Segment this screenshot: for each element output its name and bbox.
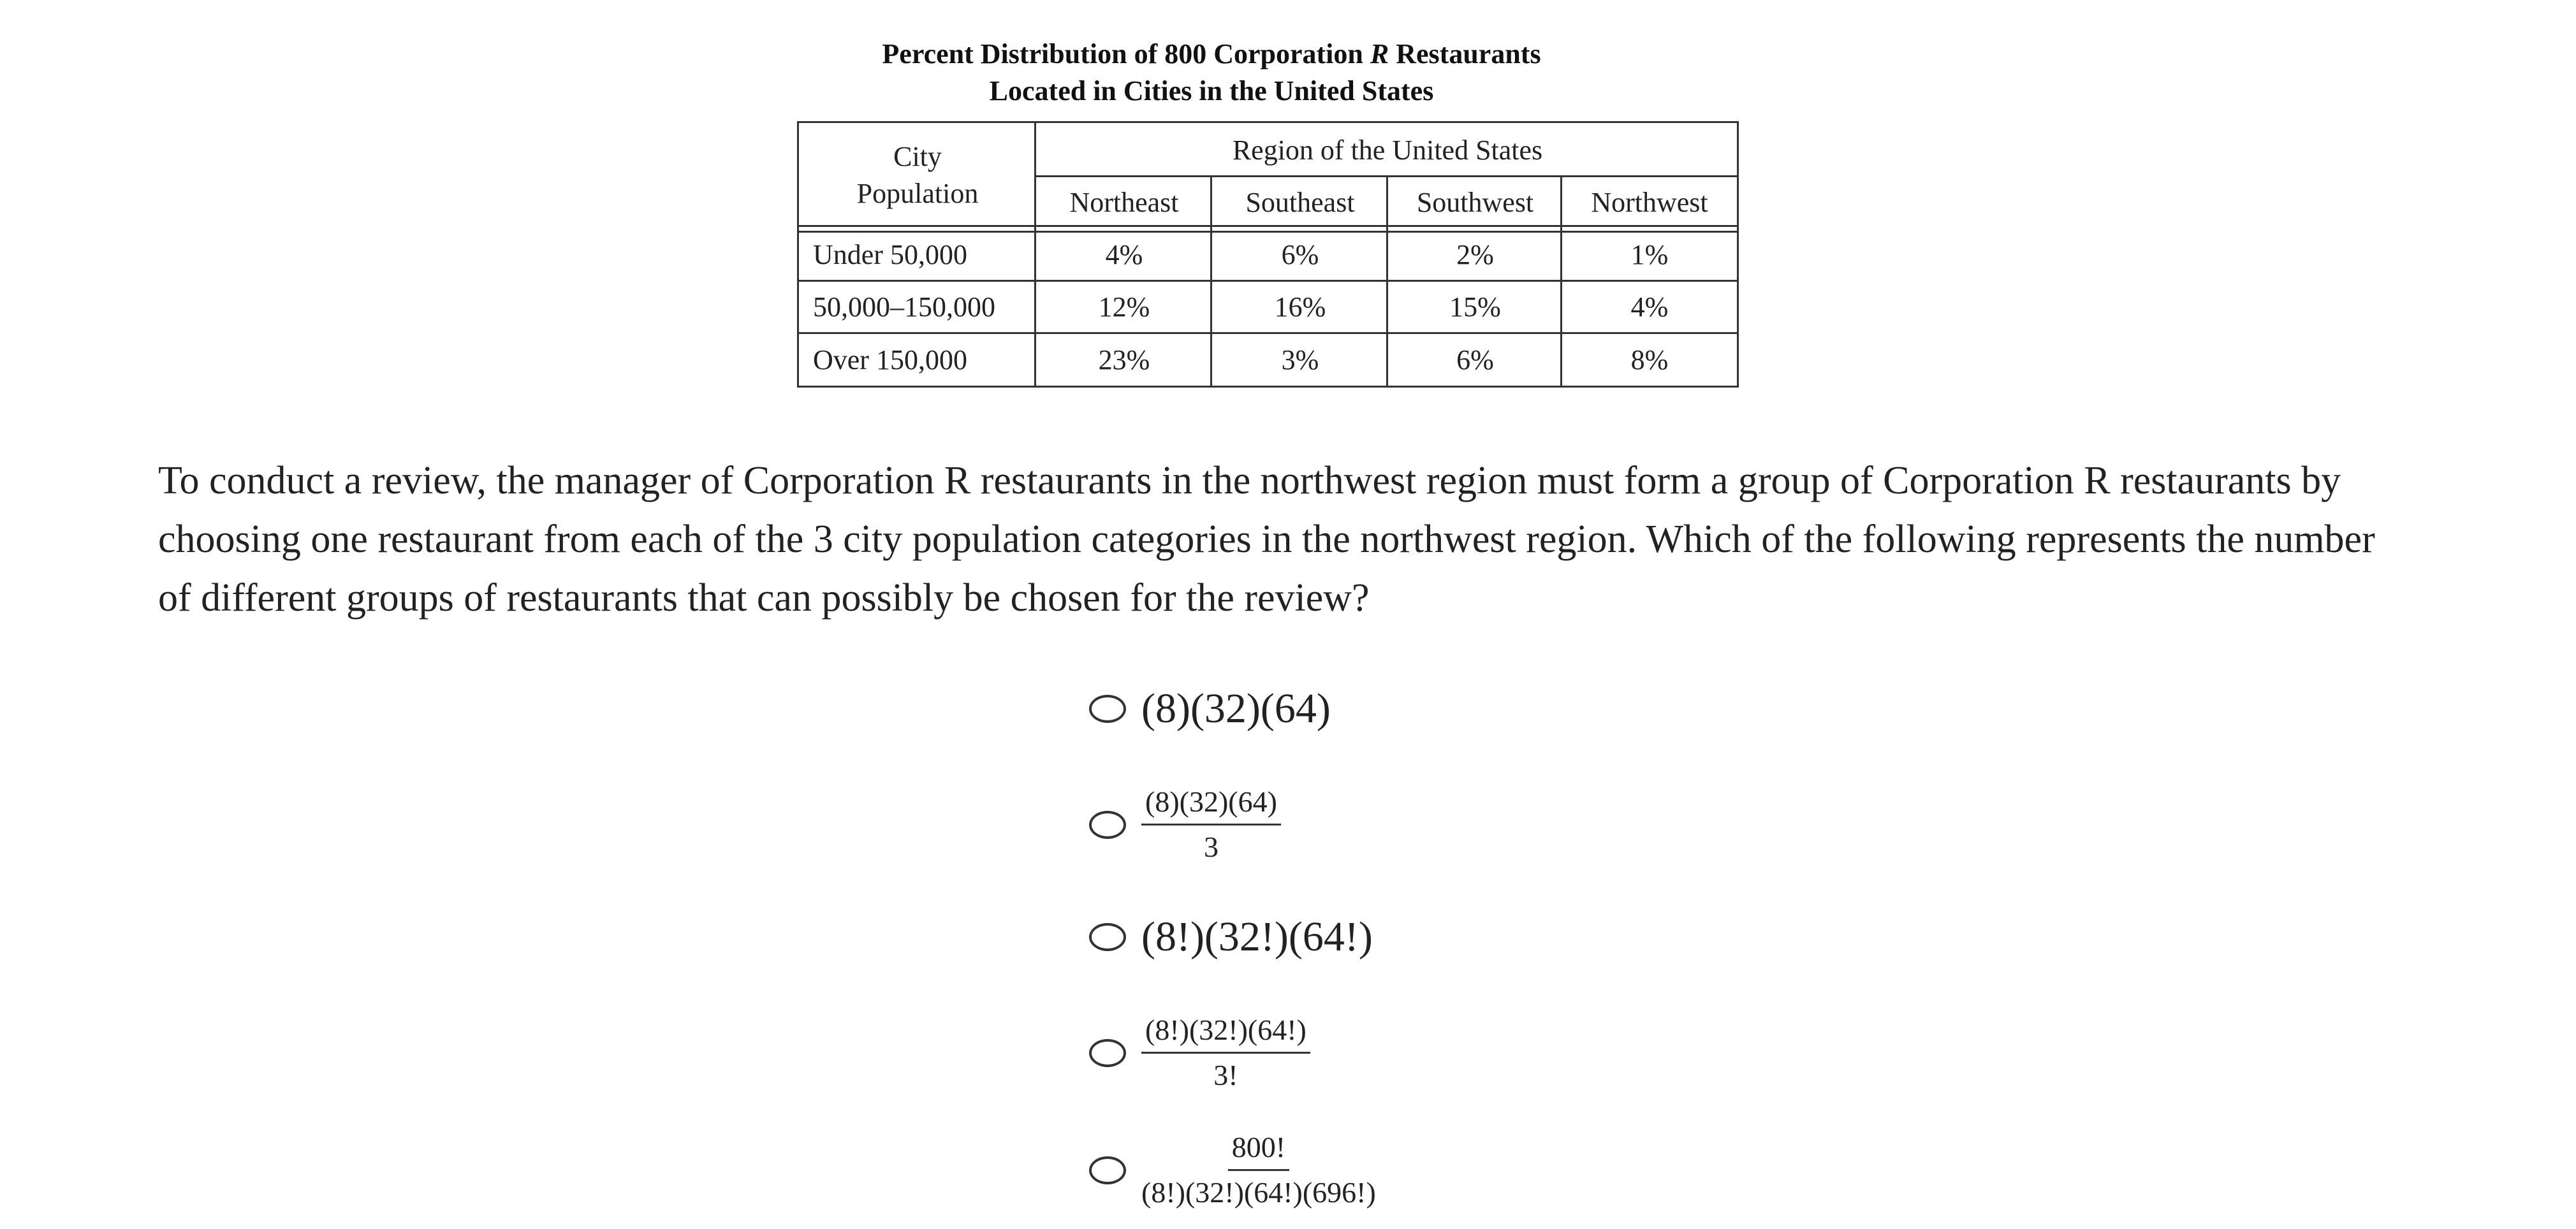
city-population-header <box>799 123 1036 228</box>
radio-button[interactable] <box>1089 923 1126 951</box>
figure-title <box>797 36 1626 110</box>
option-d-fraction <box>1141 1014 1310 1092</box>
table-cell: 2% <box>1456 238 1494 270</box>
row-label-50000-150000: 50,000–150,000 <box>813 291 995 323</box>
table-cell: 23% <box>1098 344 1150 375</box>
radio-button[interactable] <box>1089 811 1126 839</box>
column-header-southwest: Southwest <box>1416 186 1534 218</box>
fraction-numerator: 800! <box>1228 1131 1289 1171</box>
option-e-fraction <box>1141 1131 1376 1209</box>
answer-option-b[interactable] <box>1089 785 1281 864</box>
column-header-northwest: Northwest <box>1591 186 1708 218</box>
option-a-text: (8)(32)(64) <box>1141 685 1331 732</box>
answer-option-c[interactable] <box>1089 913 1373 961</box>
table-cell: 4% <box>1630 291 1669 323</box>
table-cell: 6% <box>1456 344 1494 375</box>
figure-title-line-1 <box>797 36 1626 73</box>
row-label-over-150000: Over 150,000 <box>813 344 967 375</box>
table-cell: 3% <box>1281 344 1319 375</box>
row-label-under-50000: Under 50,000 <box>813 238 967 270</box>
city-header-line-1: City <box>893 141 942 172</box>
column-header-northeast: Northeast <box>1069 186 1179 218</box>
region-header: Region of the United States <box>1232 134 1543 166</box>
radio-button[interactable] <box>1089 1156 1126 1184</box>
title-italic-letter: R <box>1370 38 1389 69</box>
radio-button[interactable] <box>1089 1039 1126 1067</box>
fraction-numerator: (8)(32)(64) <box>1141 785 1281 825</box>
fraction-numerator: (8!)(32!)(64!) <box>1141 1014 1310 1054</box>
table-cell: 6% <box>1281 238 1319 270</box>
option-b-fraction <box>1141 785 1281 864</box>
table-cell: 8% <box>1630 344 1669 375</box>
fraction-denominator: 3! <box>1213 1059 1238 1091</box>
option-c-text: (8!)(32!)(64!) <box>1141 913 1373 960</box>
table-cell: 15% <box>1449 291 1501 323</box>
radio-button[interactable] <box>1089 695 1126 723</box>
answer-option-d[interactable] <box>1089 1014 1310 1092</box>
city-header-line-2: Population <box>856 178 979 209</box>
column-header-southeast: Southeast <box>1245 186 1355 218</box>
figure-title-line-2: Located in Cities in the United States <box>989 75 1434 106</box>
table-cell: 12% <box>1098 291 1150 323</box>
distribution-table <box>797 121 1739 388</box>
answer-option-a[interactable] <box>1089 685 1331 733</box>
title-text-end: Restaurants <box>1396 38 1541 69</box>
table-cell: 4% <box>1105 238 1143 270</box>
fraction-denominator: (8!)(32!)(64!)(696!) <box>1141 1176 1376 1209</box>
table-cell: 16% <box>1274 291 1326 323</box>
answer-option-e[interactable] <box>1089 1131 1376 1209</box>
fraction-denominator: 3 <box>1203 831 1218 863</box>
question-text: To conduct a review, the manager of Corporation R restaurants in the northwest region must form a group of Corporation R restaurants by choosing one restaurant from each of the 3 city population categories in the northwest region. Which of the following represents the number of different groups of restaurants that can possibly be chosen for the review? <box>158 459 2375 620</box>
table-cell: 1% <box>1630 238 1669 270</box>
title-text: Percent Distribution of 800 Corporation <box>882 38 1363 69</box>
